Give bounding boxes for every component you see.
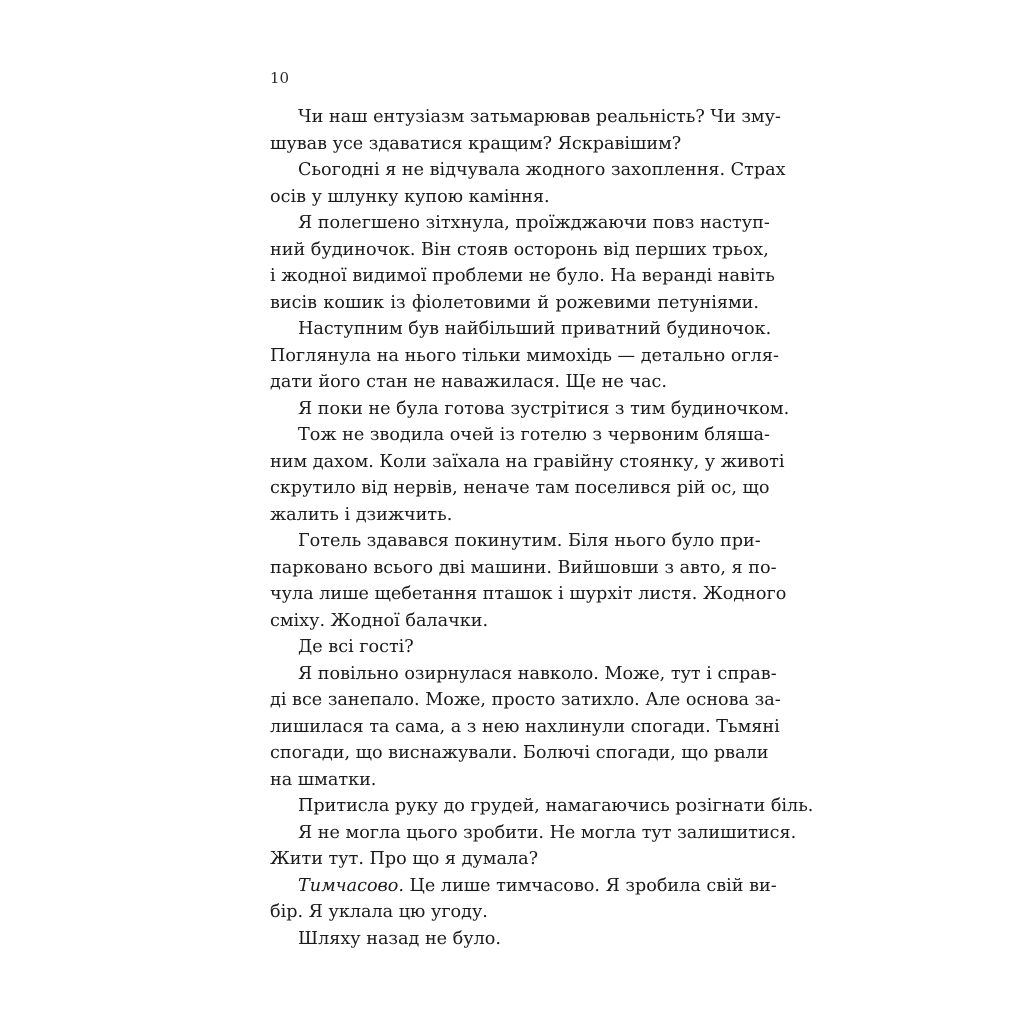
text-line: ний будиночок. Він стояв осторонь від перших трьох, [270, 239, 769, 260]
text-line: Я не могла цього зробити. Не могла тут залишитися. [298, 822, 797, 843]
text-line: спогади, що виснажували. Болючі спогади, що рвали [270, 743, 769, 763]
text-line [270, 873, 777, 900]
text-line: Готель здавався покинутим. Біля нього було при- [298, 531, 761, 551]
text-line: і жодної видимої проблеми не було. На веранді навіть [270, 266, 775, 286]
text-line: Тож не зводила очей із готелю з червоним бляша- [298, 425, 770, 445]
text-line: Шляху назад не було. [298, 928, 501, 949]
text-line: чула лише щебетання пташок і шурхіт листя. Жодного [270, 584, 787, 604]
text-line: Я полегшено зітхнула, проїжджаючи повз наступ- [298, 213, 770, 233]
text-line: дати його стан не наважилася. Ще не час. [270, 372, 667, 392]
text-line: бір. Я уклала цю угоду. [270, 902, 488, 922]
text-line: Я повільно озирнулася навколо. Може, тут і справ- [298, 663, 777, 684]
page-number: 10 [270, 69, 290, 87]
text-line: ді все занепало. Може, просто затихло. Але основа за- [270, 690, 781, 710]
text-line: Я поки не була готова зустрітися з тим будиночком. [298, 398, 790, 419]
text-line: Жити тут. Про що я думала? [270, 849, 539, 869]
text-line: висів кошик із фіолетовими й рожевими петуніями. [270, 292, 759, 313]
text-line: сміху. Жодної балачки. [270, 610, 489, 631]
text-line: жалить і дзижчить. [270, 504, 453, 525]
text-line: осів у шлунку купою каміння. [270, 186, 550, 207]
text-line: скрутило від нервів, неначе там поселився рій ос, що [270, 478, 770, 498]
text-span: Це лише тимчасово. Я зробила свій ви- [403, 875, 777, 896]
body-text [270, 104, 814, 952]
text-line: на шматки. [270, 769, 377, 790]
text-line: парковано всього дві машини. Вийшовши з авто, я по- [270, 557, 777, 578]
text-line: Притисла руку до грудей, намагаючись розігнати біль. [298, 796, 814, 816]
text-line: лишилася та сама, а з нею нахлинули спогади. Тьмяні [270, 716, 780, 737]
text-line: ним дахом. Коли заїхала на гравійну стоянку, у животі [270, 451, 785, 472]
text-line: шував усе здаватися кращим? Яскравішим? [270, 133, 682, 154]
text-line: Де всі гості? [298, 637, 414, 657]
text-line: Сьогодні я не відчувала жодного захоплення. Страх [298, 160, 786, 180]
text-line: Поглянула на нього тільки мимохідь — детально огля- [270, 345, 779, 366]
italic-word: Тимчасово. [298, 875, 404, 896]
text-line: Чи наш ентузіазм затьмарював реальність? Чи зму- [298, 107, 781, 127]
text-line: Наступним був найбільший приватний будиночок. [298, 319, 772, 339]
